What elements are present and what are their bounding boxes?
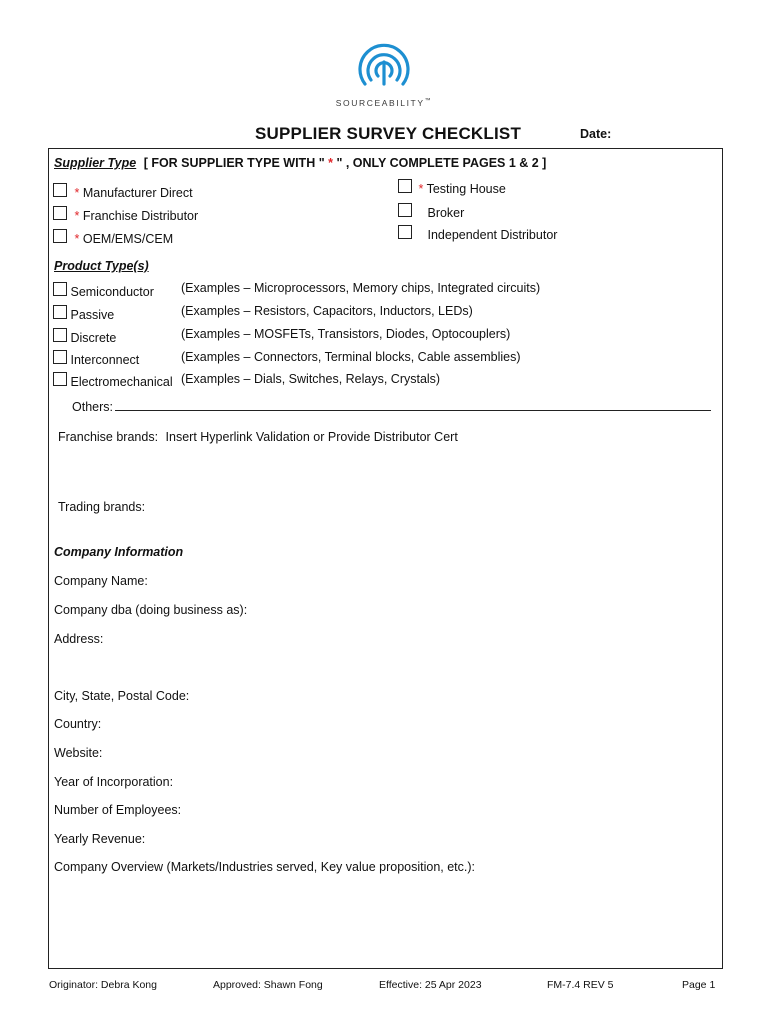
supplier-option-testing-house[interactable]: * Testing House — [398, 179, 506, 196]
company-overview-label: Company Overview (Markets/Industries served, Key value proposition, etc.): — [54, 860, 476, 874]
franchise-brands-field: Franchise brands: Insert Hyperlink Validation or Provide Distributor Cert — [58, 430, 458, 444]
number-of-employees-label: Number of Employees: — [54, 803, 182, 817]
sourceability-logo — [332, 40, 436, 112]
product-type-examples: (Examples – Microprocessors, Memory chips, Integrated circuits) — [181, 281, 541, 295]
supplier-option-independent-distributor[interactable]: Independent Distributor — [398, 225, 557, 242]
company-information-heading: Company Information — [54, 545, 184, 559]
footer-approved: Approved: Shawn Fong — [213, 979, 323, 991]
date-label: Date: — [580, 127, 612, 141]
product-type-discrete[interactable]: Discrete — [53, 328, 116, 345]
product-type-examples: (Examples – Connectors, Terminal blocks, Cable assemblies) — [181, 350, 521, 364]
checkbox-icon[interactable] — [53, 350, 67, 364]
company-dba-label: Company dba (doing business as): — [54, 603, 248, 617]
product-type-examples: (Examples – MOSFETs, Transistors, Diodes, Optocouplers) — [181, 327, 511, 341]
address-label: Address: — [54, 632, 104, 646]
country-label: Country: — [54, 717, 102, 731]
checkbox-icon[interactable] — [53, 372, 67, 386]
others-input-line[interactable] — [115, 400, 711, 411]
checkbox-icon[interactable] — [53, 282, 67, 296]
checkbox-icon[interactable] — [398, 179, 412, 193]
checkbox-icon[interactable] — [53, 328, 67, 342]
checkbox-icon[interactable] — [53, 183, 67, 197]
city-state-postal-label: City, State, Postal Code: — [54, 689, 190, 703]
footer-effective: Effective: 25 Apr 2023 — [379, 979, 482, 991]
footer-originator: Originator: Debra Kong — [49, 979, 157, 991]
checkbox-icon[interactable] — [53, 229, 67, 243]
sourceability-spiral-icon — [345, 40, 423, 96]
product-type-interconnect[interactable]: Interconnect — [53, 350, 139, 367]
supplier-option-franchise-distributor[interactable]: * Franchise Distributor — [53, 206, 198, 223]
page-title: SUPPLIER SURVEY CHECKLIST — [255, 124, 522, 143]
company-name-label: Company Name: — [54, 574, 148, 588]
website-label: Website: — [54, 746, 103, 760]
checkbox-icon[interactable] — [398, 225, 412, 239]
footer-form-number: FM-7.4 REV 5 — [547, 979, 614, 991]
product-type-electromechanical[interactable]: Electromechanical — [53, 372, 173, 389]
product-type-semiconductor[interactable]: Semiconductor — [53, 282, 154, 299]
supplier-option-broker[interactable]: Broker — [398, 203, 464, 220]
supplier-option-manufacturer-direct[interactable]: * Manufacturer Direct — [53, 183, 193, 200]
brand-wordmark: SOURCEABILITY™ — [335, 98, 433, 108]
others-field[interactable]: Others: — [72, 400, 711, 414]
trading-brands-label: Trading brands: — [58, 500, 146, 514]
year-of-incorporation-label: Year of Incorporation: — [54, 775, 174, 789]
checkbox-icon[interactable] — [53, 206, 67, 220]
supplier-option-oem-ems-cem[interactable]: * OEM/EMS/CEM — [53, 229, 173, 246]
footer-page-number: Page 1 — [682, 979, 716, 991]
product-type-passive[interactable]: Passive — [53, 305, 114, 322]
product-types-heading: Product Type(s) — [54, 259, 149, 273]
yearly-revenue-label: Yearly Revenue: — [54, 832, 146, 846]
checkbox-icon[interactable] — [398, 203, 412, 217]
product-type-examples: (Examples – Dials, Switches, Relays, Crystals) — [181, 372, 441, 386]
checkbox-icon[interactable] — [53, 305, 67, 319]
product-type-examples: (Examples – Resistors, Capacitors, Inductors, LEDs) — [181, 304, 473, 318]
supplier-type-heading: Supplier Type [ FOR SUPPLIER TYPE WITH " * " , ONLY COMPLETE PAGES 1 & 2 ] — [54, 156, 547, 170]
